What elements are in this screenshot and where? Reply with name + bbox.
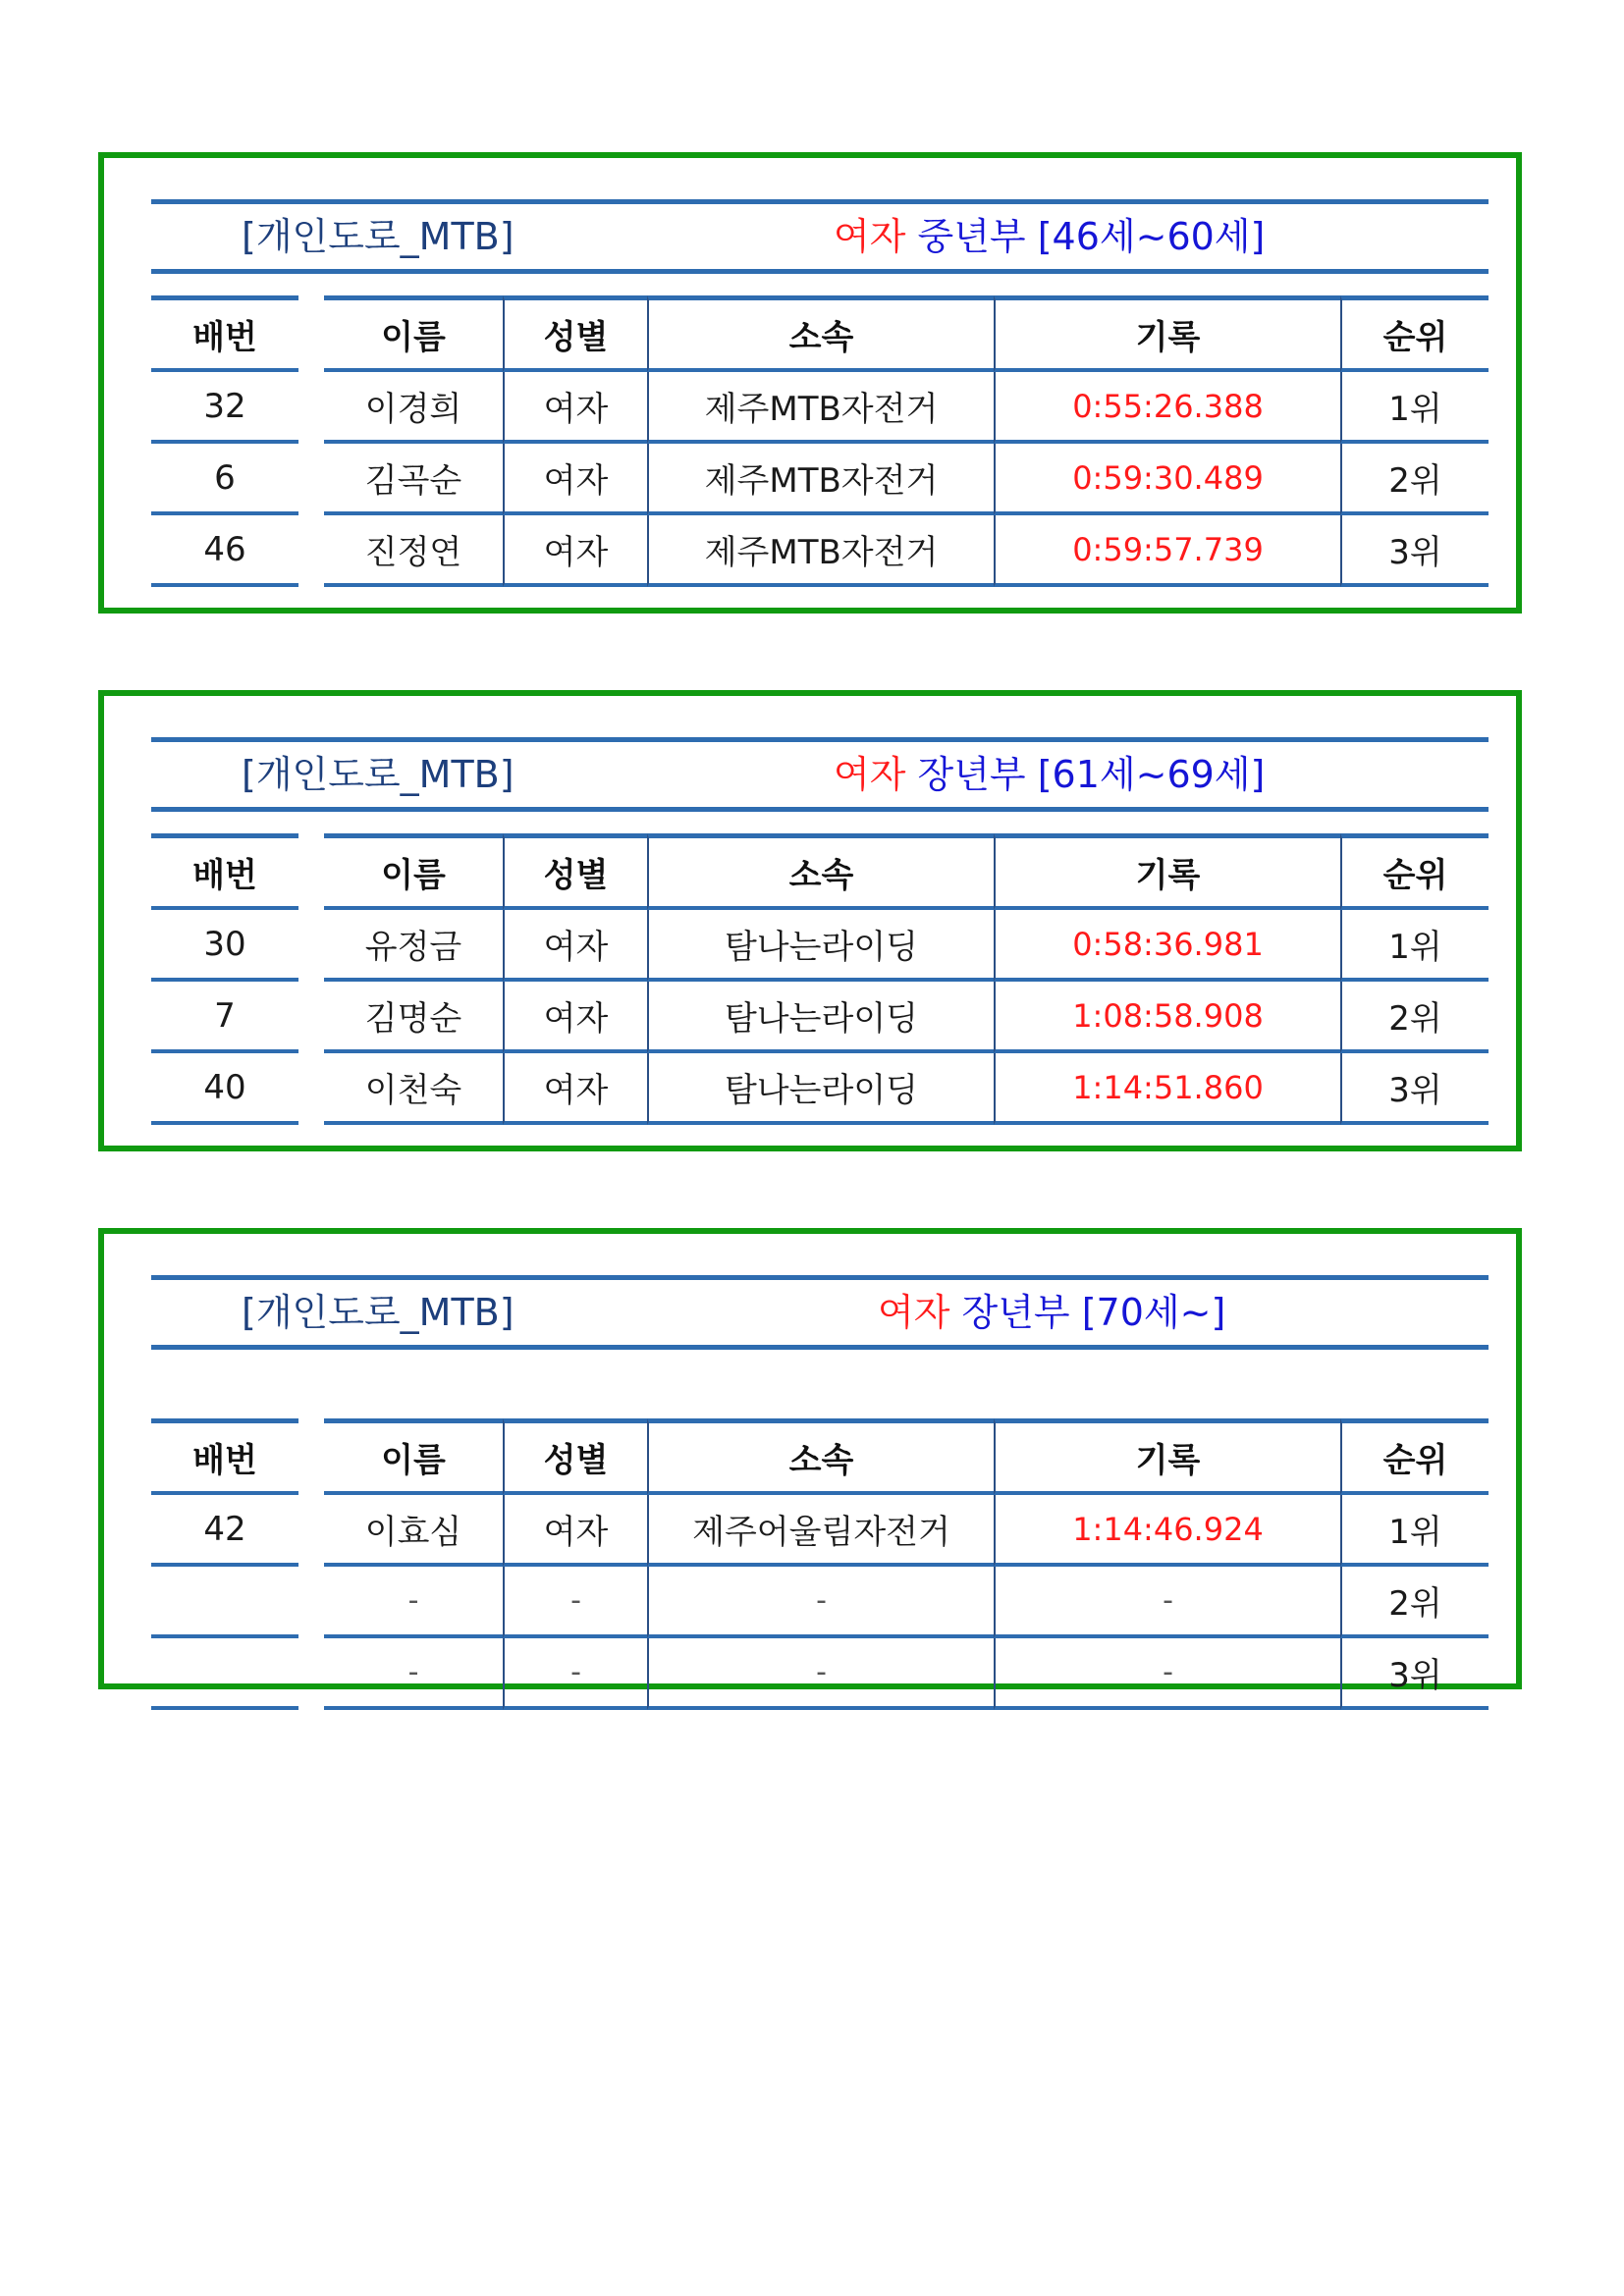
- time-cell: -: [994, 1638, 1340, 1710]
- event-title: [개인도로_MTB]: [242, 753, 514, 796]
- results-section-3: [98, 1228, 1522, 1695]
- table-row: [151, 910, 1489, 982]
- bib-cell: [151, 1567, 298, 1638]
- table-row: [151, 444, 1489, 515]
- team-cell: -: [647, 1567, 994, 1638]
- header-time: 기록: [994, 1418, 1340, 1495]
- header-gender: 성별: [503, 833, 647, 910]
- rank-cell: 3위: [1340, 1053, 1489, 1125]
- section-title-row: [151, 1275, 1489, 1350]
- header-bib: 배번: [151, 833, 298, 910]
- name-cell: -: [324, 1567, 503, 1638]
- bib-cell: 46: [151, 515, 298, 587]
- bib-cell: 32: [151, 372, 298, 444]
- time-cell: 1:14:51.860: [994, 1053, 1340, 1125]
- event-title: [개인도로_MTB]: [242, 1291, 514, 1334]
- header-time: 기록: [994, 295, 1340, 372]
- division-title: [834, 204, 1265, 269]
- gender-cell: -: [503, 1638, 647, 1710]
- rank-cell: 2위: [1340, 444, 1489, 515]
- gender-cell: 여자: [503, 372, 647, 444]
- header-bib: 배번: [151, 1418, 298, 1495]
- table-header-row: [151, 833, 1489, 910]
- team-cell: 탐나는라이딩: [647, 982, 994, 1053]
- section-title-row: [151, 737, 1489, 812]
- gender-cell: 여자: [503, 910, 647, 982]
- header-rank: 순위: [1340, 295, 1489, 372]
- gender-cell: 여자: [503, 1495, 647, 1567]
- time-cell: -: [994, 1567, 1340, 1638]
- header-team: 소속: [647, 833, 994, 910]
- gender-cell: 여자: [503, 1053, 647, 1125]
- rank-cell: 1위: [1340, 910, 1489, 982]
- time-cell: 0:55:26.388: [994, 372, 1340, 444]
- division-title: [834, 742, 1265, 807]
- table-header-row: [151, 295, 1489, 372]
- team-cell: -: [647, 1638, 994, 1710]
- division-label: 장년부 [61세~69세]: [917, 753, 1266, 796]
- division-label: 장년부 [70세~]: [961, 1291, 1226, 1334]
- header-name: 이름: [324, 1418, 503, 1495]
- header-name: 이름: [324, 833, 503, 910]
- team-cell: 탐나는라이딩: [647, 910, 994, 982]
- bib-cell: 7: [151, 982, 298, 1053]
- table-row: [151, 372, 1489, 444]
- bib-cell: 42: [151, 1495, 298, 1567]
- rank-cell: 2위: [1340, 1567, 1489, 1638]
- team-cell: 제주어울림자전거: [647, 1495, 994, 1567]
- name-cell: 김명순: [324, 982, 503, 1053]
- table-row: [151, 982, 1489, 1053]
- results-section-2: [98, 690, 1522, 1151]
- gender-cell: -: [503, 1567, 647, 1638]
- name-cell: 유정금: [324, 910, 503, 982]
- header-gender: 성별: [503, 1418, 647, 1495]
- gender-cell: 여자: [503, 515, 647, 587]
- name-cell: 이천숙: [324, 1053, 503, 1125]
- team-cell: 제주MTB자전거: [647, 372, 994, 444]
- header-bib: 배번: [151, 295, 298, 372]
- bib-cell: [151, 1638, 298, 1710]
- results-table: [151, 1418, 1489, 1710]
- event-title: [개인도로_MTB]: [242, 215, 514, 258]
- rank-cell: 3위: [1340, 515, 1489, 587]
- time-cell: 0:58:36.981: [994, 910, 1340, 982]
- name-cell: 이경희: [324, 372, 503, 444]
- division-title: [878, 1280, 1225, 1345]
- table-row: [151, 1053, 1489, 1125]
- gender-label: 여자: [878, 1291, 950, 1334]
- gender-label: 여자: [834, 753, 906, 796]
- team-cell: 제주MTB자전거: [647, 515, 994, 587]
- team-cell: 제주MTB자전거: [647, 444, 994, 515]
- header-team: 소속: [647, 295, 994, 372]
- table-row: [151, 515, 1489, 587]
- rank-cell: 1위: [1340, 1495, 1489, 1567]
- time-cell: 1:08:58.908: [994, 982, 1340, 1053]
- name-cell: 진정연: [324, 515, 503, 587]
- time-cell: 0:59:57.739: [994, 515, 1340, 587]
- section-title-row: [151, 199, 1489, 274]
- team-cell: 탐나는라이딩: [647, 1053, 994, 1125]
- header-rank: 순위: [1340, 833, 1489, 910]
- table-row: [151, 1638, 1489, 1710]
- bib-cell: 30: [151, 910, 298, 982]
- division-label: 중년부 [46세~60세]: [917, 215, 1266, 258]
- header-rank: 순위: [1340, 1418, 1489, 1495]
- gender-cell: 여자: [503, 982, 647, 1053]
- header-time: 기록: [994, 833, 1340, 910]
- rank-cell: 2위: [1340, 982, 1489, 1053]
- name-cell: -: [324, 1638, 503, 1710]
- name-cell: 이효심: [324, 1495, 503, 1567]
- results-table: [151, 833, 1489, 1125]
- gender-cell: 여자: [503, 444, 647, 515]
- table-row: [151, 1567, 1489, 1638]
- bib-cell: 6: [151, 444, 298, 515]
- results-section-1: [98, 152, 1522, 614]
- header-name: 이름: [324, 295, 503, 372]
- name-cell: 김곡순: [324, 444, 503, 515]
- table-header-row: [151, 1418, 1489, 1495]
- rank-cell: 1위: [1340, 372, 1489, 444]
- time-cell: 1:14:46.924: [994, 1495, 1340, 1567]
- header-gender: 성별: [503, 295, 647, 372]
- results-table: [151, 295, 1489, 587]
- header-team: 소속: [647, 1418, 994, 1495]
- gender-label: 여자: [834, 215, 906, 258]
- time-cell: 0:59:30.489: [994, 444, 1340, 515]
- rank-cell: 3위: [1340, 1638, 1489, 1710]
- table-row: [151, 1495, 1489, 1567]
- bib-cell: 40: [151, 1053, 298, 1125]
